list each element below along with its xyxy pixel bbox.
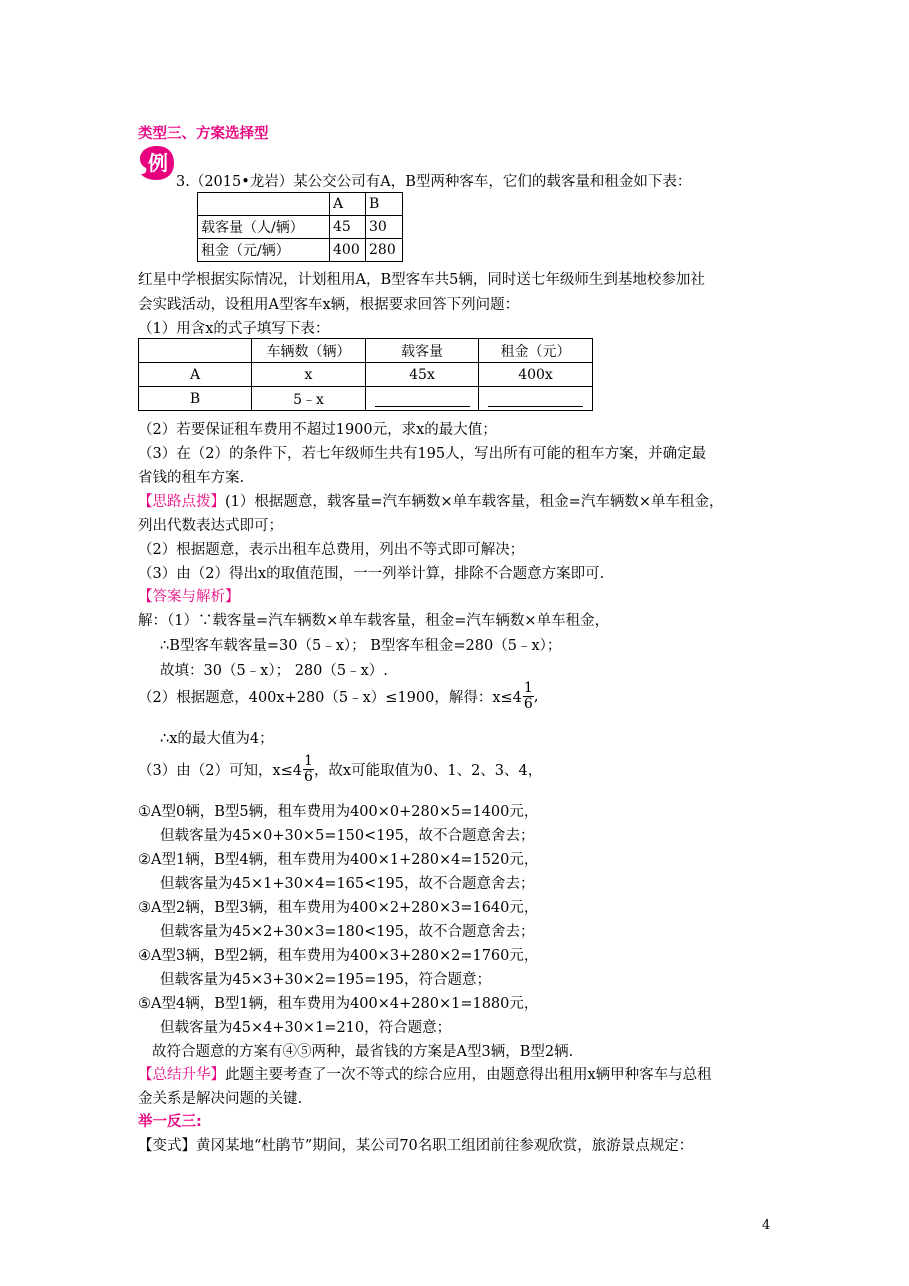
hint-line: 列出代数表达式即可； [138, 518, 283, 534]
question-2: （2）若要保证租车费用不超过1900元，求x的最大值； [138, 422, 497, 438]
table-row [139, 363, 593, 387]
table-cell: 30 [366, 216, 403, 239]
case-line: ⑤A型4辆，B型1辆，租车费用为400×4+280×1=1880元， [138, 996, 539, 1012]
table-cell: 车辆数（辆） [252, 339, 366, 363]
table-row [198, 193, 403, 216]
case-line: ②A型1辆，B型4辆，租车费用为400×1+280×4=1520元， [138, 852, 539, 868]
case-line: 但载客量为45×0+30×5=150<195，故不合题意舍去； [160, 828, 535, 844]
solution-line: 解：（1）∵载客量=汽车辆数×单车载客量，租金=汽车辆数×单车租金， [138, 613, 610, 629]
paragraph-line: 红星中学根据实际情况，计划租用A，B型客车共5辆，同时送七年级师生到基地校参加社 [138, 272, 705, 288]
table-cell: x [252, 363, 366, 387]
case-line: 但载客量为45×3+30×2=195=195，符合题意； [160, 972, 491, 988]
table-cell: B [139, 387, 252, 411]
case-line: ④A型3辆，B型2辆，租车费用为400×3+280×2=1760元， [138, 948, 539, 964]
solution-line: 故填：30（5﹣x）； 280（5﹣x）. [160, 663, 388, 679]
table-cell [198, 193, 330, 216]
table-cell: 租金（元/辆） [198, 239, 330, 262]
case-line: 但载客量为45×4+30×1=210，符合题意； [160, 1020, 452, 1036]
variant-tag: 【变式】 [138, 1138, 196, 1154]
table-cell [139, 339, 252, 363]
paragraph-line: 会实践活动，设租用A型客车x辆，根据要求回答下列问题： [138, 297, 520, 313]
table-cell: 400 [330, 239, 366, 262]
table-cell: A [139, 363, 252, 387]
variant-line: 【变式】黄冈某地“杜鹃节”期间，某公司70名职工组团前往参观欣赏，旅游景点规定： [138, 1138, 694, 1154]
fraction: $\frac{1}{6}$ [304, 753, 313, 785]
table-cell: 400x [479, 363, 593, 387]
answer-blank [366, 387, 479, 411]
table-cell: 载客量 [366, 339, 479, 363]
solution-line: ∴B型客车载客量=30（5﹣x）； B型客车租金=280（5﹣x）； [160, 638, 562, 654]
table-cell: 租金（元） [479, 339, 593, 363]
fraction: $\frac{1}{6}$ [523, 680, 533, 712]
practice-title: 举一反三: [138, 1114, 202, 1130]
table-cell: 45 [330, 216, 366, 239]
table-row [198, 239, 403, 262]
table-row [139, 339, 593, 363]
solution-line: （3）由（2）可知，x≤4 $\frac{1}{6}$ ，故x可能取值为0、1、2、3、4， [138, 753, 543, 785]
answer-tag: 【答案与解析】 [138, 589, 240, 605]
table-cell: B [366, 193, 403, 216]
answer-blank [479, 387, 593, 411]
case-line: ③A型2辆，B型3辆，租车费用为400×2+280×3=1640元， [138, 900, 539, 916]
summary-tag: 【总结升华】 [138, 1067, 225, 1083]
hint-line: （2）根据题意，表示出租车总费用，列出不等式即可解决； [138, 542, 525, 558]
hint-line: （3）由（2）得出x的取值范围，一一列举计算，排除不合题意方案即可. [138, 566, 605, 582]
table-cell: A [330, 193, 366, 216]
question-3: （3）在（2）的条件下，若七年级师生共有195人，写出所有可能的租车方案，并确定最 [138, 446, 707, 462]
conclusion-line: 故符合题意的方案有④⑤两种，最省钱的方案是A型3辆，B型2辆. [152, 1044, 574, 1060]
table-row [198, 216, 403, 239]
summary-line: 【总结升华】此题主要考查了一次不等式的综合应用，由题意得出租用x辆甲种客车与总租 [138, 1067, 712, 1083]
table-cell: 280 [366, 239, 403, 262]
hint-tag: 【思路点拨】 [138, 494, 225, 510]
case-line: 但载客量为45×1+30×4=165<195，故不合题意舍去； [160, 876, 535, 892]
solution-line: （2）根据题意，400x+280（5﹣x）≤1900，解得：x≤4 $\frac{1}{6}$ , [138, 680, 539, 712]
question-1: （1）用含x的式子填写下表： [138, 321, 330, 337]
badge-char: 例 [148, 151, 168, 175]
price-table [197, 192, 403, 262]
hint-line: 【思路点拨】(1）根据题意，载客量=汽车辆数×单车载客量，租金=汽车辆数×单车租金， [138, 494, 724, 510]
problem-intro: 3.（2015•龙岩）某公交公司有A，B型两种客车，它们的载客量和租金如下表： [176, 174, 692, 190]
example-badge-icon [138, 144, 176, 182]
table-cell: 5﹣x [252, 387, 366, 411]
table-cell: 载客量（人/辆） [198, 216, 330, 239]
page-number: 4 [762, 1218, 771, 1233]
summary-line: 金关系是解决问题的关键. [138, 1091, 303, 1107]
case-line: 但载客量为45×2+30×3=180<195，故不合题意舍去； [160, 924, 535, 940]
section-title: 类型三、方案选择型 [138, 126, 269, 142]
question-3-cont: 省钱的租车方案. [138, 470, 245, 486]
solution-line: ∴x的最大值为4； [160, 731, 274, 747]
table-row [139, 387, 593, 411]
fill-in-table [138, 338, 593, 411]
case-line: ①A型0辆，B型5辆，租车费用为400×0+280×5=1400元， [138, 804, 539, 820]
table-cell: 45x [366, 363, 479, 387]
